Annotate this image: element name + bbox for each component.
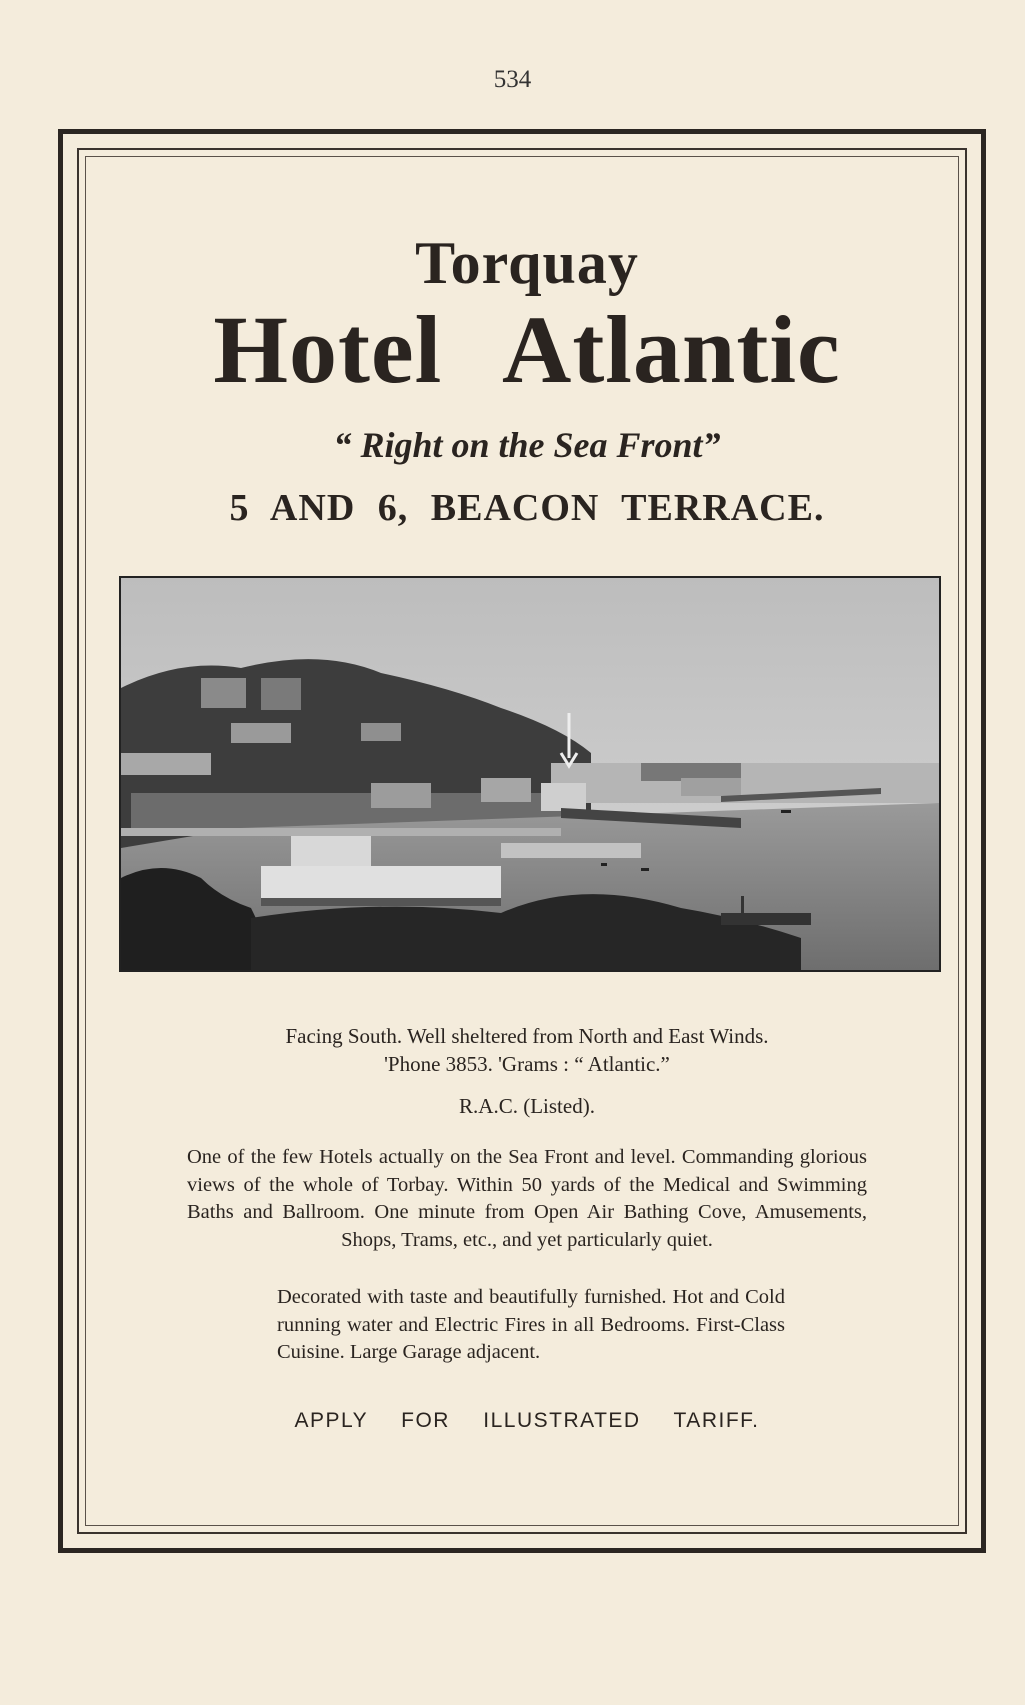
tagline: “ Right on the Sea Front” [333,425,721,465]
facing-line: Facing South. Well sheltered from North and East Winds. [285,1024,769,1048]
harbour-photo [119,576,941,972]
address: 5 AND 6, BEACON TERRACE. [229,487,825,529]
hotel-name: Hotel Atlantic [213,296,841,403]
advert-content [63,134,991,1558]
description-paragraph: One of the few Hotels actually on the Sea Front and level. Commanding glorious views of the whole of Torbay. Within 50 yards of the Medical and Swimming Baths and Ballroom. One minute from Open Air Bathing Cove, Amusements, Shops, Trams, etc., and yet particularly quiet. [187,1146,867,1251]
apply-tariff: APPLY FOR ILLUSTRATED TARIFF. [294,1409,760,1432]
amenities-paragraph: Decorated with taste and beautifully furnished. Hot and Cold running water and Electric Fires in all Bedrooms. First-Class Cuisine. Large Garage adjacent. [277,1286,785,1363]
phone-line: 'Phone 3853. 'Grams : “ Atlantic.” [384,1052,670,1076]
page-number: 534 [493,66,532,93]
rac-line: R.A.C. (Listed). [459,1094,595,1118]
town-heading: Torquay [415,230,639,296]
advert-frame [58,129,986,1553]
